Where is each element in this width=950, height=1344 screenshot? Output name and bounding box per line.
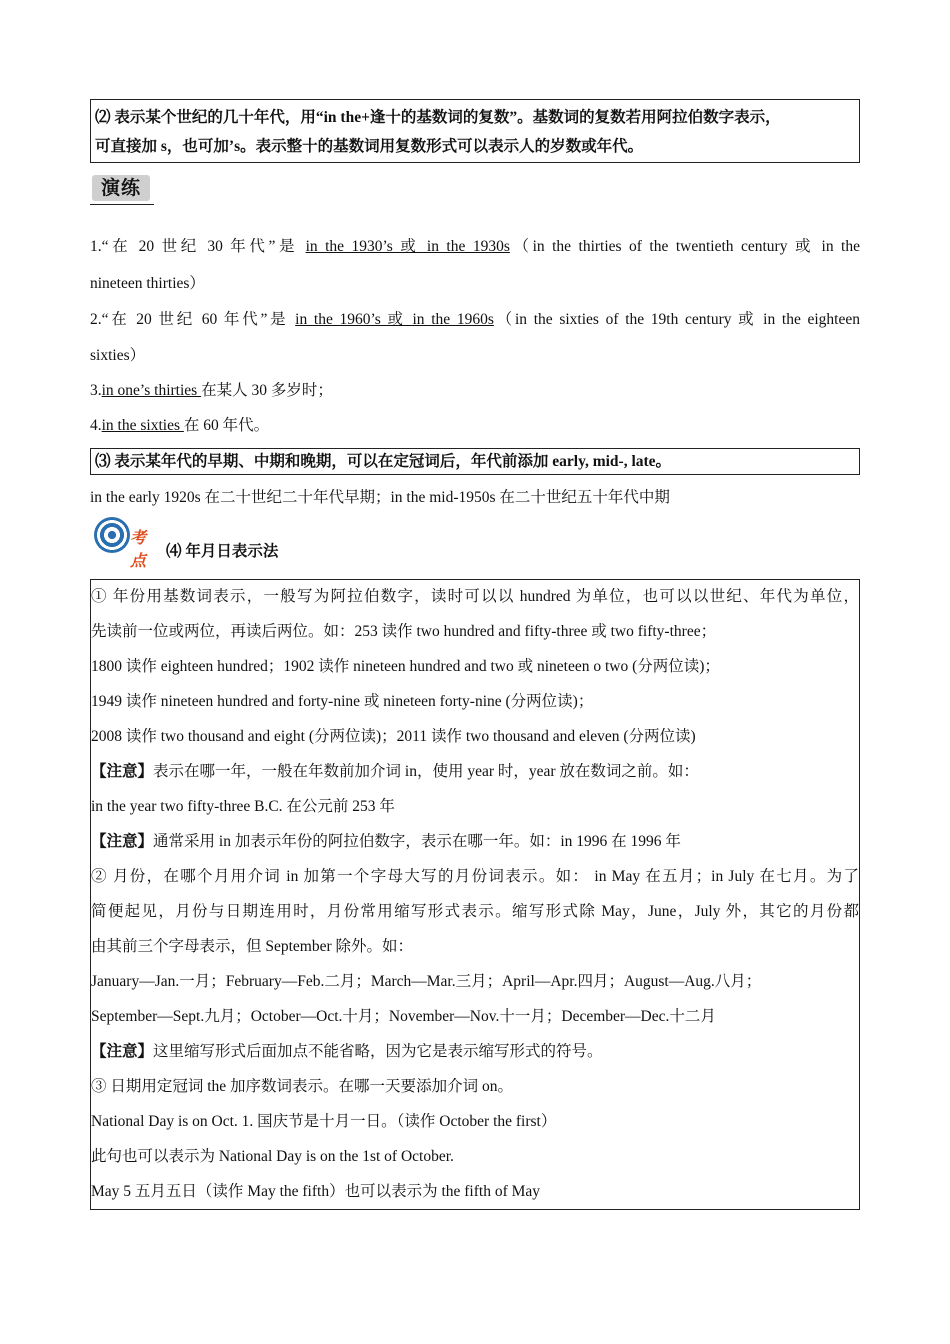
- exercise-text: 在某人 30 多岁时；: [201, 382, 333, 399]
- exercise-4: [90, 415, 860, 437]
- target-icon: [94, 517, 130, 553]
- date-rule-line: ① 年份用基数词表示，一般写为阿拉伯数字，读时可以以 hundred 为单位，也可以以世纪、年代为单位，: [91, 588, 859, 605]
- key-point-title: ⑷ 年月日表示法: [166, 543, 279, 560]
- date-rule-line: May 5 五月五日（读作 May the fifth）也可以表示为 the fifth of May: [91, 1183, 541, 1200]
- practice-header: [90, 173, 154, 205]
- exercise-text: （in the sixties of the 19th century 或 in the eighteen: [493, 311, 861, 328]
- date-rule-line: 1949 读作 nineteen hundred and forty-nine 或 nineteen forty-nine (分两位读)；: [91, 693, 594, 710]
- date-rule-line: ② 月份，在哪个月用介词 in 加第一个字母大写的月份词表示。如： in May 在五月；in July 在七月。为了: [91, 868, 859, 885]
- practice-badge: 演练: [92, 175, 150, 201]
- exercise-3: [90, 380, 860, 402]
- exercise-answer: in the 1960’s 或 in the 1960s: [295, 311, 494, 328]
- exercise-text: 3.: [90, 382, 102, 399]
- exercise-2-cont: sixties）: [90, 347, 146, 364]
- exercise-answer: in the 1930’s 或 in the 1930s: [305, 238, 510, 255]
- exercise-text: 1.“在 20 世纪 30 年代”是: [90, 238, 306, 255]
- date-rule-line: 由其前三个字母表示，但 September 除外。如：: [91, 938, 414, 955]
- exercise-1: [90, 236, 860, 258]
- note-text: 表示在哪一年，一般在年数前加介词 in，使用 year 时，year 放在数词之前。如：: [153, 763, 699, 780]
- exercise-text: （in the thirties of the twentieth century 或 in the: [509, 238, 860, 255]
- practice-underline: [90, 204, 154, 205]
- date-rule-line: 2008 读作 two thousand and eight (分两位读)；2011 读作 two thousand and eleven (分两位读): [91, 728, 696, 745]
- note-text: 这里缩写形式后面加点不能省略，因为它是表示缩写形式的符号。: [153, 1043, 603, 1060]
- note-marker: 【注意】: [91, 833, 154, 850]
- date-rule-line: 简便起见，月份与日期连用时，月份常用缩写形式表示。缩写形式除 May，June，July 外，其它的月份都: [91, 903, 859, 920]
- rule-box-decades: [90, 99, 860, 163]
- date-rule-line: 1800 读作 eighteen hundred；1902 读作 nineteen hundred and two 或 nineteen o two (分两位读)；: [91, 658, 720, 675]
- exercise-text: 在 60 年代。: [183, 417, 270, 434]
- exercise-1-cont: nineteen thirties）: [90, 275, 205, 292]
- exercise-2: [90, 309, 860, 331]
- note-marker: 【注意】: [91, 1043, 154, 1060]
- date-rule-line: [91, 827, 859, 862]
- rule-line: ⑵ 表示某个世纪的几十年代，用“in the+逢十的基数词的复数”。基数词的复数若用阿拉伯数字表示，: [95, 109, 781, 126]
- date-rule-line: September—Sept.九月；October—Oct.十月；November—Nov.十一月；December—Dec.十二月: [91, 1008, 716, 1025]
- date-rule-line: January—Jan.一月；February—Feb.二月；March—Mar.三月；April—Apr.四月；August—Aug.八月；: [91, 973, 762, 990]
- exercise-text: 2.“在 20 世纪 60 年代”是: [90, 311, 296, 328]
- rule-box-early-mid-late: ⑶ 表示某年代的早期、中期和晚期，可以在定冠词后，年代前添加 early, mid-, late。: [90, 448, 860, 475]
- exercise-answer: in one’s thirties: [101, 382, 202, 399]
- date-rule-line: [91, 757, 859, 792]
- date-rule-line: National Day is on Oct. 1. 国庆节是十月一日。（读作 October the first）: [91, 1113, 557, 1130]
- note-marker: 【注意】: [91, 763, 154, 780]
- exercise-text: 4.: [90, 417, 102, 434]
- key-point-label: 考点: [130, 528, 147, 570]
- date-rule-line: 此句也可以表示为 National Day is on the 1st of October.: [91, 1148, 454, 1165]
- exercise-answer: in the sixties: [101, 417, 184, 434]
- rule-line: 可直接加 s，也可加’s。表示整十的基数词用复数形式可以表示人的岁数或年代。: [95, 138, 644, 155]
- date-rule-line: 先读前一位或两位，再读后两位。如：253 读作 two hundred and fifty-three 或 two fifty-three；: [91, 623, 717, 640]
- early-mid-example: in the early 1920s 在二十世纪二十年代早期；in the mid-1950s 在二十世纪五十年代中期: [90, 489, 670, 506]
- date-rule-line: [91, 1037, 859, 1072]
- date-rule-line: ③ 日期用定冠词 the 加序数词表示。在哪一天要添加介词 on。: [91, 1078, 513, 1095]
- note-text: 通常采用 in 加表示年份的阿拉伯数字，表示在哪一年。如：in 1996 在 1996 年: [153, 833, 681, 850]
- date-rule-line: in the year two fifty-three B.C. 在公元前 253 年: [91, 798, 395, 815]
- date-rules-box: [90, 579, 860, 1210]
